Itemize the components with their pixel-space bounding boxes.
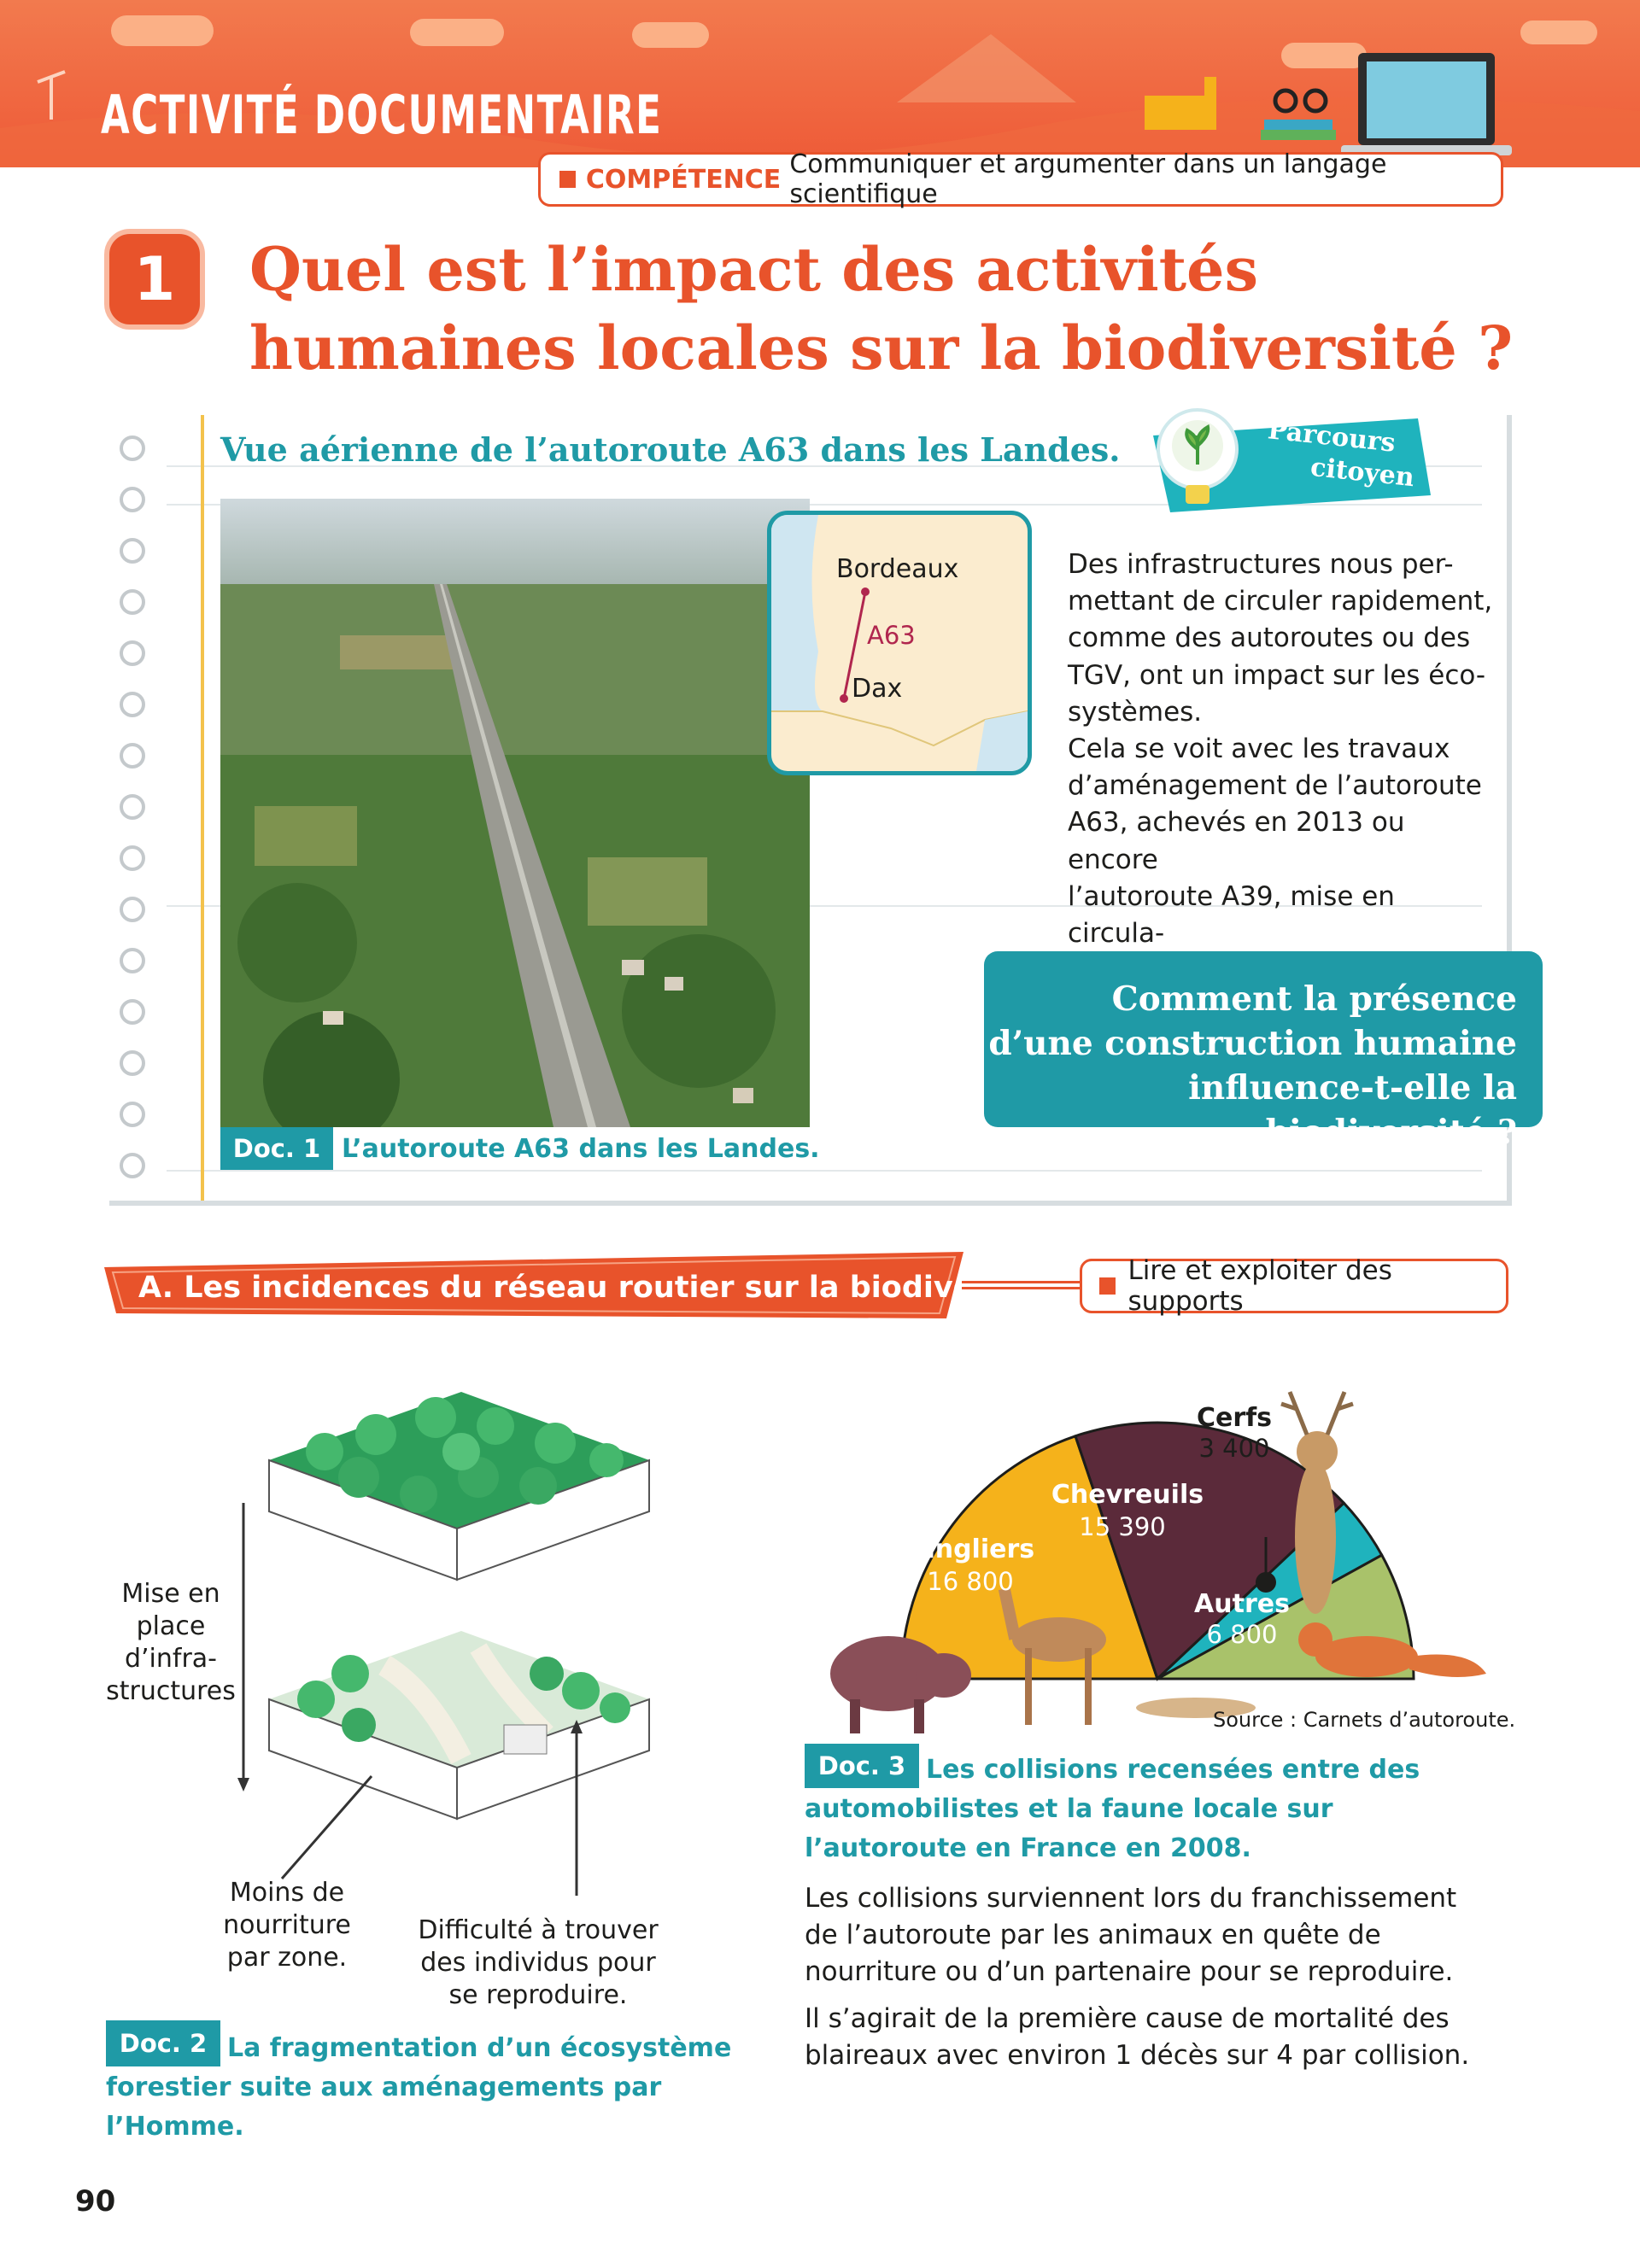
question-line: d’une construction humaine: [988, 1024, 1517, 1063]
question-line: Comment la présence: [1111, 979, 1517, 1019]
label-line: Difficulté à trouver: [418, 1915, 659, 1945]
doc2-caption: La fragmentation d’un écosystème forestier suite aux aménagements par l’Homme.: [106, 2033, 732, 2142]
map-inset: [767, 511, 1032, 775]
intact-forest-block: [269, 1392, 649, 1580]
hole-icon: [120, 897, 145, 922]
collisions-chart: [803, 1375, 1512, 1742]
label-line: par zone.: [226, 1943, 348, 1973]
section-a-connector: [962, 1281, 1081, 1289]
body-line: l’autoroute A39, mise en circula-: [1068, 880, 1395, 950]
value-cerfs: 3 400: [1198, 1434, 1270, 1463]
doc1-tag: Doc. 1: [220, 1127, 333, 1170]
label-chevreuils: Chevreuils: [1051, 1480, 1204, 1510]
doc2-label-infrastructures: [102, 1578, 239, 1708]
label-line: Mise en: [121, 1579, 220, 1609]
hole-icon: [120, 948, 145, 973]
aerial-photo: [220, 499, 810, 1127]
aerial-photo-drawing: [220, 499, 810, 1127]
section-a-title: A. Les incidences du réseau routier sur la biodiversité: [138, 1271, 1051, 1305]
body-line: systèmes.: [1068, 696, 1203, 728]
activity-number-badge: 1: [104, 229, 205, 330]
label-line: se reproduire.: [448, 1980, 628, 2010]
doc3-caption: Les collisions recensées entre des automobilistes et la faune locale sur l’autoroute en France en 2008.: [805, 1755, 1420, 1863]
parcours-label-2: citoyen: [1309, 452, 1416, 494]
value-chevreuils: 15 390: [1079, 1512, 1166, 1541]
hole-icon: [120, 435, 145, 461]
competence-label: COMPÉTENCE: [585, 164, 782, 195]
notebook-title: Vue aérienne de l’autoroute A63 dans les Landes.: [220, 430, 1121, 469]
label-autres: Autres: [1194, 1589, 1290, 1619]
doc3-paragraph: Les collisions surviennent lors du franchissement de l’autoroute par les animaux en quête de nourriture ou d’un partenaire pour se reproduire.: [805, 1883, 1457, 1987]
body-line: Des infrastructures nous per-: [1068, 549, 1454, 580]
notebook-body-text: [1068, 547, 1495, 989]
hole-icon: [120, 743, 145, 769]
banner-title: ACTIVITÉ DOCUMENTAIRE: [101, 84, 663, 146]
doc2-label-food: [202, 1877, 372, 1974]
hole-icon: [120, 1050, 145, 1076]
doc3-body: [805, 1880, 1488, 2084]
page-title: [249, 231, 1531, 388]
hole-icon: [120, 538, 145, 564]
factory-icon: [1145, 77, 1216, 130]
label-cerfs: Cerfs: [1196, 1403, 1273, 1433]
header-banner: [0, 0, 1640, 167]
skill-text: Lire et exploiter des supports: [1128, 1255, 1392, 1317]
label-line: nourriture: [223, 1910, 351, 1940]
doc1-caption: L’autoroute A63 dans les Landes.: [342, 1134, 820, 1164]
doc2-tag: Doc. 2: [106, 2020, 220, 2066]
body-line: comme des autoroutes ou des: [1068, 623, 1471, 654]
body-line: mettant de circuler rapidement,: [1068, 586, 1493, 617]
question-line: influence-t-elle la biodiversité ?: [1188, 1068, 1517, 1152]
key-question-box: [984, 951, 1543, 1152]
label-line: place: [136, 1611, 206, 1641]
parcours-label-1: Parcours: [1266, 415, 1397, 459]
laptop-icon: [1341, 53, 1512, 155]
label-line: structures: [106, 1676, 236, 1706]
body-line: A63, achevés en 2013 ou encore: [1068, 807, 1405, 875]
map-city-bordeaux: Bordeaux: [836, 554, 959, 584]
map-city-dax: Dax: [852, 674, 903, 704]
hole-icon: [120, 794, 145, 820]
hole-icon: [120, 640, 145, 666]
label-line: Moins de: [229, 1878, 345, 1908]
hole-icon: [120, 692, 145, 717]
page-title-line1: Quel est l’impact des activités: [249, 234, 1258, 305]
value-sangliers: 16 800: [927, 1567, 1014, 1596]
parcours-citoyen-badge: [1136, 401, 1435, 512]
hole-icon: [120, 487, 145, 512]
ruled-line: [167, 1170, 1482, 1172]
page-title-line2: humaines locales sur la biodiversité ?: [249, 313, 1514, 383]
map-road-label: A63: [867, 621, 916, 650]
hole-icon: [120, 999, 145, 1025]
skill-box: [1080, 1255, 1508, 1317]
body-line: d’aménagement de l’autoroute: [1068, 770, 1482, 802]
label-line: des individus pour: [420, 1948, 656, 1978]
competence-box: [538, 149, 1503, 209]
label-line: d’infra-: [124, 1644, 218, 1674]
hole-icon: [120, 1102, 145, 1127]
notebook-margin-line: [201, 415, 204, 1201]
label-sangliers: Sangliers: [899, 1534, 1035, 1564]
hole-icon: [120, 845, 145, 871]
page-number: 90: [75, 2184, 116, 2218]
hole-icon: [120, 1153, 145, 1178]
wind-turbine-icon: [38, 72, 65, 120]
doc3-tag: Doc. 3: [805, 1744, 919, 1788]
square-bullet-icon: [1099, 1277, 1116, 1295]
doc3-paragraph: Il s’agirait de la première cause de mortalité des blaireaux avec environ 1 décès sur 4 par collision.: [805, 2003, 1470, 2071]
body-line: TGV, ont un impact sur les éco-: [1068, 659, 1486, 691]
value-autres: 6 800: [1206, 1620, 1278, 1649]
doc3-source: Source : Carnets d’autoroute.: [1213, 1708, 1516, 1732]
fragmented-forest-block: [269, 1631, 649, 1819]
square-bullet-icon: [559, 171, 576, 188]
doc2-label-reproduction: [401, 1914, 675, 2012]
pointer-line-food: [282, 1776, 372, 1879]
competence-text: Communiquer et argumenter dans un langage scientifique: [789, 149, 1387, 209]
bordeaux-marker-icon: [861, 587, 870, 596]
dax-marker-icon: [840, 694, 848, 703]
body-line: Cela se voit avec les travaux: [1068, 734, 1450, 765]
hole-icon: [120, 589, 145, 615]
